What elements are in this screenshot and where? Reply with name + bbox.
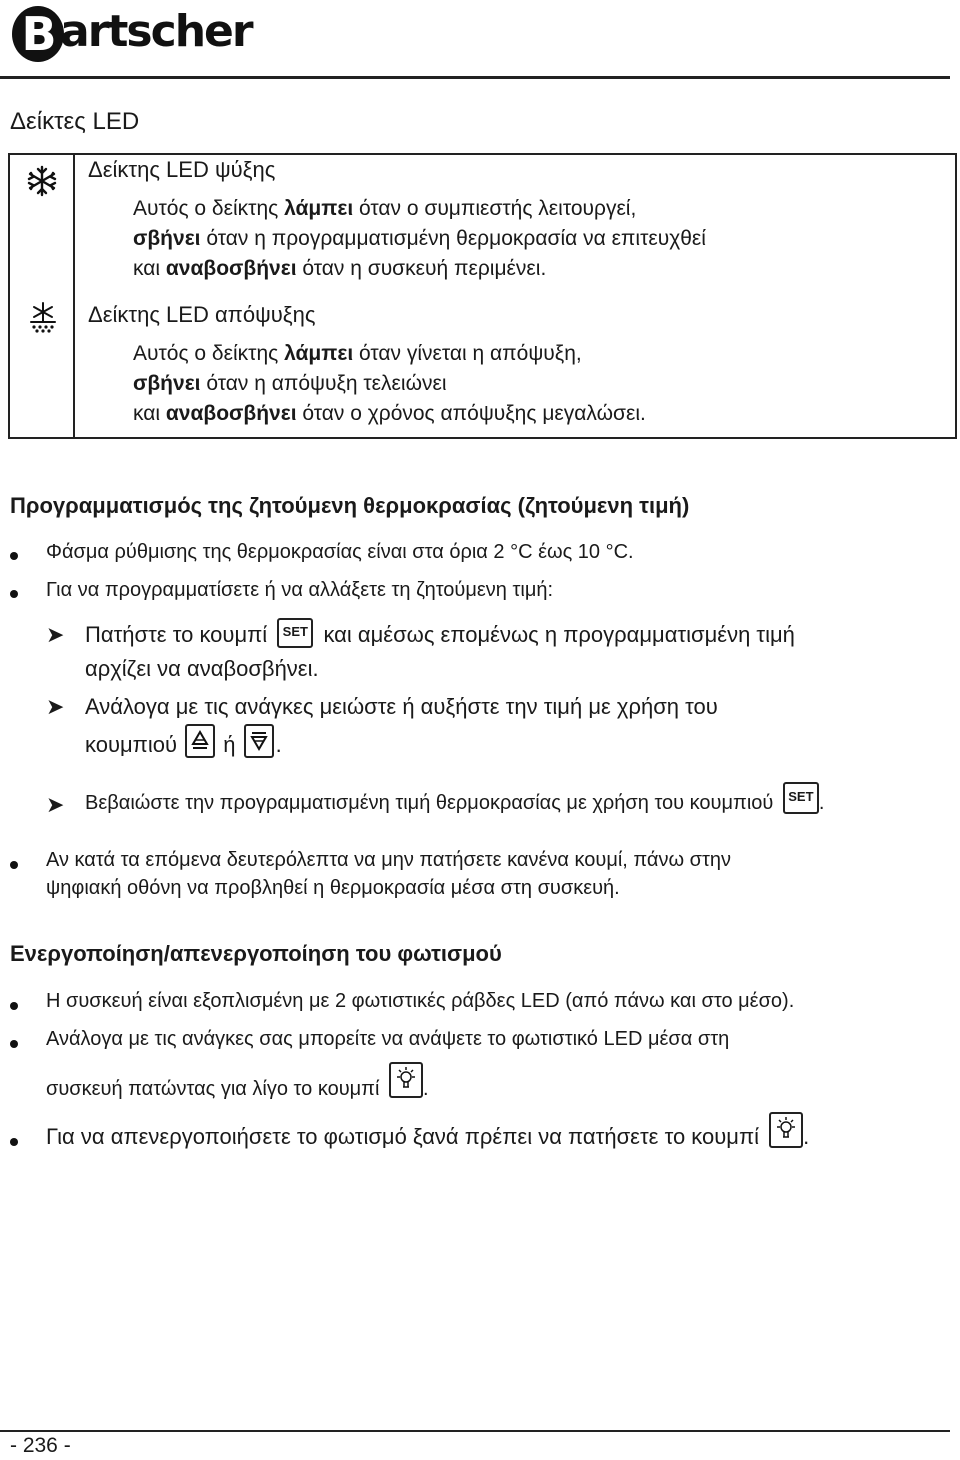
light-on-line-2: συσκευή πατώντας για λίγο το κουμπί . bbox=[46, 1078, 429, 1101]
step-3: Βεβαιώστε την προγραμματισμένη τιμή θερμοκρασίας με χρήση του κουμπιού SET . bbox=[85, 792, 824, 815]
arrow-bullet-icon: ➤ bbox=[46, 622, 65, 647]
defrost-led-title: Δείκτης LED απόψυξης bbox=[88, 302, 316, 327]
defrost-led-line-3: και αναβοσβήνει όταν ο χρόνος απόψυξης μεγαλώσει. bbox=[133, 402, 646, 425]
light-on-line-1: Ανάλογα με τις ανάγκες σας μπορείτε να ανάψετε το φωτιστικό LED μέσα στη bbox=[46, 1028, 730, 1050]
step-1-line-2: αρχίζει να αναβοσβήνει. bbox=[85, 656, 319, 681]
up-key-icon bbox=[185, 724, 215, 758]
logo-initial: B bbox=[12, 6, 64, 62]
cooling-led-line-1: Αυτός ο δείκτης λάμπει όταν ο συμπιεστής λειτουργεί, bbox=[133, 197, 637, 220]
display-note-line-1: Αν κατά τα επόμενα δευτερόλεπτα να μην πατήσετε κανένα κουμί, πάνω στην bbox=[46, 849, 732, 871]
table-divider bbox=[73, 155, 75, 437]
arrow-bullet-icon: ➤ bbox=[46, 792, 65, 817]
brand-logo bbox=[12, 6, 252, 62]
set-key-icon: SET bbox=[277, 618, 313, 648]
light-section-title: Ενεργοποίηση/απενεργοποίηση του φωτισμού bbox=[10, 941, 502, 966]
footer-divider bbox=[0, 1430, 950, 1432]
logo-text: artscher bbox=[60, 6, 252, 57]
display-note-line-2: ψηφιακή οθόνη να προβληθεί η θερμοκρασία μέσα στη συσκευή. bbox=[46, 877, 620, 899]
set-key-icon: SET bbox=[783, 782, 819, 814]
defrost-led-line-2: σβήνει όταν η απόψυξη τελειώνει bbox=[133, 372, 447, 395]
light-bars-text: Η συσκευή είναι εξοπλισμένη με 2 φωτιστικές ράβδες LED (από πάνω και στο μέσο). bbox=[46, 990, 795, 1012]
down-key-icon bbox=[244, 724, 274, 758]
page-number: - 236 - bbox=[10, 1434, 71, 1457]
step-2-line-1: Ανάλογα με τις ανάγκες μειώστε ή αυξήστε την τιμή με χρήση του bbox=[85, 694, 718, 719]
program-intro-text: Για να προγραμματίσετε ή να αλλάξετε τη ζητούμενη τιμή: bbox=[46, 579, 554, 601]
range-text: Φάσμα ρύθμισης της θερμοκρασίας είναι στα όρια 2 °C έως 10 °C. bbox=[46, 541, 634, 563]
program-section-title: Προγραμματισμός της ζητούμενη θερμοκρασίας (ζητούμενη τιμή) bbox=[10, 493, 690, 518]
header-divider bbox=[0, 76, 950, 79]
led-section-title: Δείκτες LED bbox=[10, 108, 140, 135]
cooling-led-line-3: και αναβοσβήνει όταν η συσκευή περιμένει. bbox=[133, 257, 547, 280]
step-2-line-2: κουμπιού ή . bbox=[85, 732, 282, 758]
light-key-icon bbox=[769, 1112, 803, 1148]
light-off-text: Για να απενεργοποιήσετε το φωτισμό ξανά πρέπει να πατήσετε το κουμπί . bbox=[46, 1124, 809, 1150]
arrow-bullet-icon: ➤ bbox=[46, 694, 65, 719]
led-indicator-table bbox=[8, 153, 957, 439]
light-key-icon bbox=[389, 1062, 423, 1098]
step-1-line-1: Πατήστε το κουμπί SET και αμέσως επομένως η προγραμματισμένη τιμή bbox=[85, 622, 795, 648]
cooling-led-line-2: σβήνει όταν η προγραμματισμένη θερμοκρασία να επιτευχθεί bbox=[133, 227, 706, 250]
defrost-icon bbox=[28, 301, 58, 333]
defrost-led-line-1: Αυτός ο δείκτης λάμπει όταν γίνεται η απόψυξη, bbox=[133, 342, 582, 365]
snowflake-icon bbox=[26, 165, 58, 197]
cooling-led-title: Δείκτης LED ψύξης bbox=[88, 157, 276, 182]
